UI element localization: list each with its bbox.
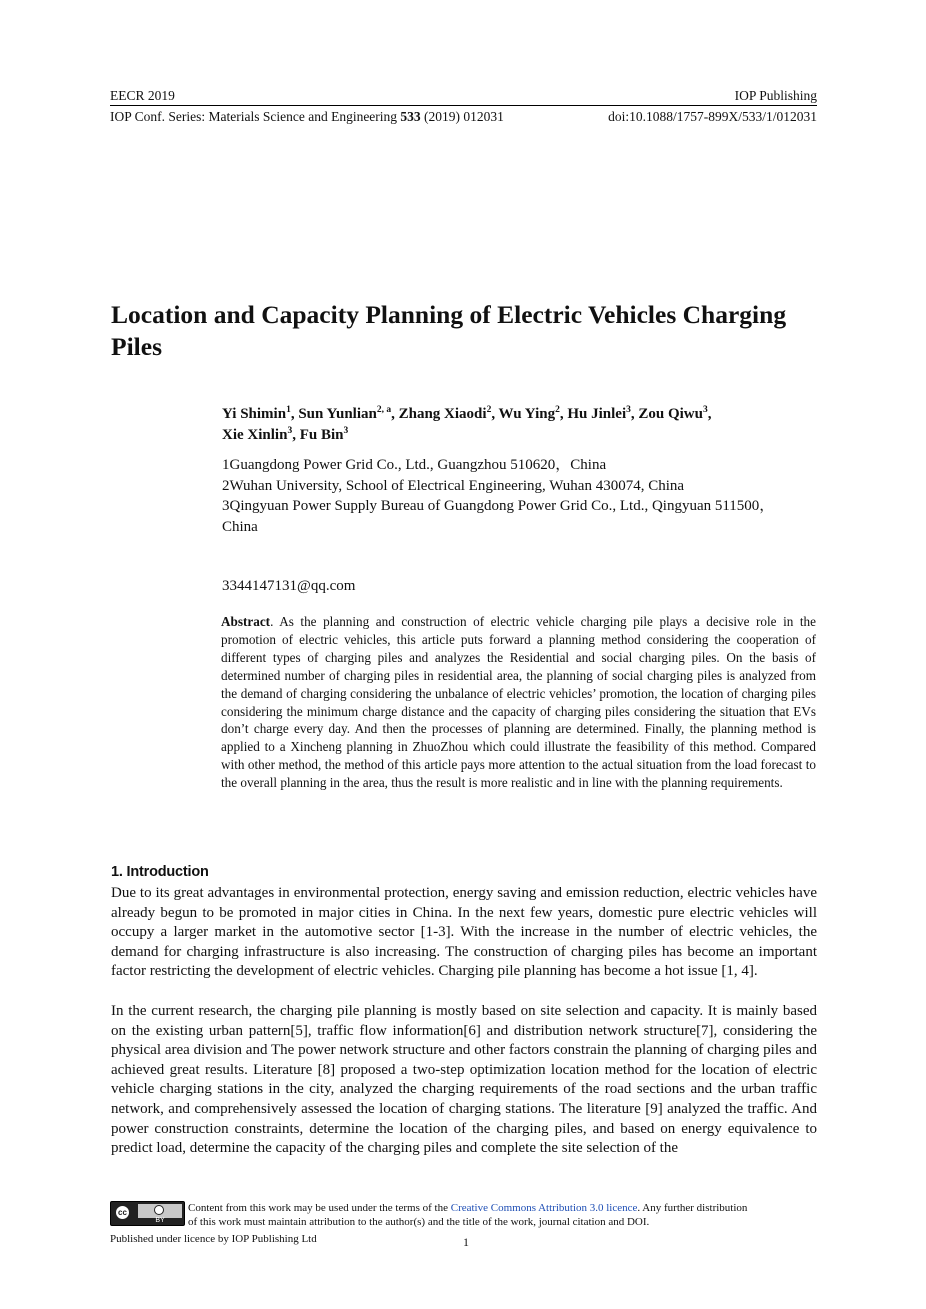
author-separator: ,: [391, 406, 399, 422]
affiliation-3: 3Qingyuan Power Supply Bureau of Guangdong Power Grid Co., Ltd., Qingyuan 511500，China: [222, 498, 775, 535]
author-email[interactable]: 3344147131@qq.com: [222, 578, 356, 594]
author-affiliation-mark: 2: [486, 405, 492, 415]
published-notice: Published under licence by IOP Publishing Ltd: [110, 1233, 317, 1245]
license-suffix: . Any further distribution: [637, 1202, 748, 1214]
license-notice: [188, 1201, 820, 1229]
author-affiliation-mark: 2, a: [376, 405, 392, 415]
series-year: (2019) 012031: [420, 109, 504, 124]
person-icon: [154, 1205, 164, 1215]
author-name: Zou Qiwu: [638, 406, 703, 422]
author-name: Zhang Xiaodi: [398, 406, 487, 422]
publisher-name: IOP Publishing: [734, 88, 817, 103]
body-paragraph-2: In the current research, the charging pile planning is mostly based on site selection and capacity. It is mainly based on the existing urban pattern[5], traffic flow information[6] and distribution network structure[7], considering the physical area division and The power network structure and other factors constrain the planning of charging piles and achieved great results. Literature [8] proposed a two-step optimization location method for the location of electric vehicle charging stations in the city, analyzed the charging requirements of the road sections and the urban traffic network, and comprehensively assessed the location of charging stations. The literature [9] analyzed the traffic. And power construction constraints, determine the location of the charging piles, and based on energy equivalence to predict load, determine the capacity of the charging piles and complete the site selection of the: [111, 1003, 817, 1157]
abstract-label: Abstract: [221, 614, 271, 629]
author-affiliation-mark: 3: [626, 405, 631, 415]
license-prefix: Content from this work may be used under the terms of the: [188, 1202, 448, 1214]
author-separator: ,: [491, 406, 499, 422]
abstract-text: . As the planning and construction of electric vehicle charging pile plays a decisive role in the promotion of electric vehicles, this article puts forward a planning method considering the cooperation of different types of charging piles and analyzes the Residential and social charging piles. On the basis of determined number of charging piles in residential area, the planning of social charging piles is analyzed from the demand of charging considering the unbalance of electric vehicles’ promotion, the location of charging piles considering the minimum charge distance and the capacity of charging piles considering the situation that EVs don’t charge every day. And then the processes of planning are determined. Finally, the planning method is applied to a Xincheng planning in ZhuoZhou which could illustrate the feasibility of this method. Compared with other method, the method of this article pays more attention to the actual situation from the load forecast to the overall planning in the area, thus the result is more realistic and in line with the planning requirements.: [221, 614, 816, 791]
author-affiliation-mark: 3: [287, 425, 293, 436]
author-affiliation-mark: 3: [343, 425, 349, 436]
author-separator: ,: [559, 406, 568, 422]
author-separator: ,: [630, 406, 639, 422]
license-link[interactable]: Creative Commons Attribution 3.0 licence: [450, 1202, 638, 1214]
author-separator: ,: [707, 406, 712, 422]
author-name: Fu Bin: [299, 426, 344, 443]
affiliation-1: 1Guangdong Power Grid Co., Ltd., Guangzhou 510620，China: [222, 457, 607, 473]
abstract: [221, 613, 816, 792]
license-line-2: of this work must maintain attribution to the author(s) and the title of the work, journal citation and DOI.: [188, 1216, 650, 1228]
author-name: Wu Ying: [498, 406, 556, 422]
author-separator: ,: [292, 426, 300, 443]
affiliation-list: [222, 455, 822, 537]
author-name: Yi Shimin: [222, 406, 287, 422]
author-separator: ,: [290, 406, 299, 422]
series-line: [110, 109, 504, 125]
by-label: BY: [155, 1217, 165, 1224]
section-heading: 1. Introduction: [111, 864, 209, 880]
author-name: Xie Xinlin: [222, 426, 288, 443]
series-name: IOP Conf. Series: Materials Science and Engineering: [110, 109, 401, 124]
license-line-1: [188, 1201, 820, 1215]
author-affiliation-mark: 2: [555, 405, 560, 415]
author-affiliation-mark: 1: [286, 405, 291, 415]
author-list: [222, 404, 822, 445]
author-name: Sun Yunlian: [298, 406, 377, 422]
header-rule: [110, 105, 817, 106]
doi-link[interactable]: doi:10.1088/1757-899X/533/1/012031: [608, 109, 817, 124]
creative-commons-icon: cc: [114, 1204, 131, 1221]
conference-name: EECR 2019: [110, 88, 175, 103]
paper-title: Location and Capacity Planning of Electric Vehicles Charging Piles: [111, 300, 787, 361]
affiliation-2: 2Wuhan University, School of Electrical Engineering, Wuhan 430074, China: [222, 477, 685, 494]
author-affiliation-mark: 3: [702, 405, 708, 415]
volume-number: 533: [400, 109, 421, 124]
cc-by-license-icon[interactable]: [110, 1201, 185, 1226]
body-paragraph-1: Due to its great advantages in environmental protection, energy saving and emission reduction, electric vehicles have already begun to be promoted in major cities in China. In the next few years, domestic pure electric vehicles will occupy a larger market in the automotive sector [1-3]. With the increase in the number of electric vehicles, the demand for charging infrastructure is also increasing. The construction of charging piles has become an important factor restricting the development of electric vehicles. Charging pile planning has become a hot issue [1, 4].: [111, 885, 817, 980]
page-number: 1: [463, 1235, 469, 1249]
author-name: Hu Jinlei: [567, 406, 627, 422]
